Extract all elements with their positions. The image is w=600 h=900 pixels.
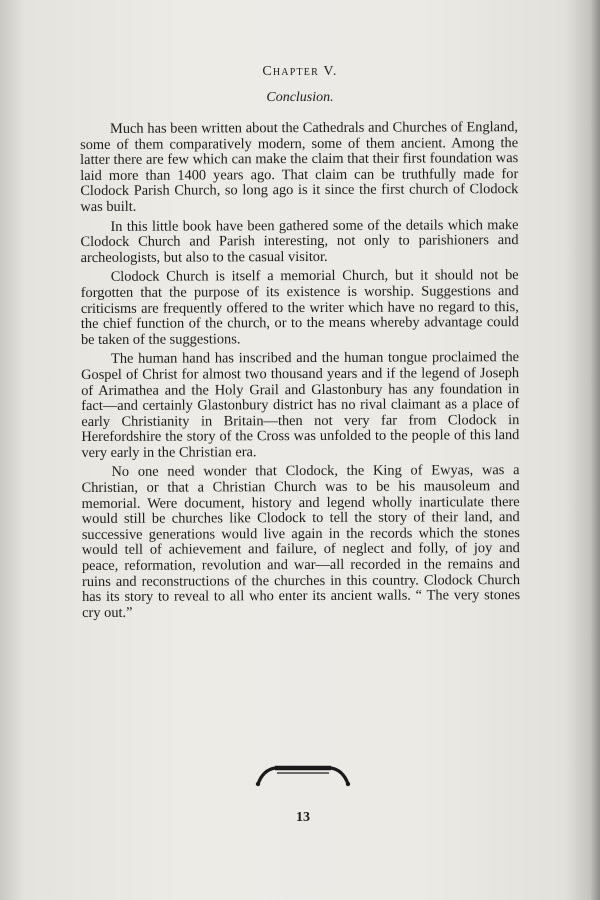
paragraph-1: Much has been written about the Cathedrals and Churches of England, some of them comparatively modern, some of them ancient. Among the latter there are few which can make the claim that their first foundation was laid more than 1400 years ago. That claim can be truthfully made for Clodock Parish Church, so long ago is it since the first church of Clodock was built. bbox=[80, 119, 519, 215]
page-number: 13 bbox=[296, 810, 310, 825]
paragraph-2: In this little book have been gathered some of the details which make Clodock Church and Parish interesting, not only to parishioners and archeologists, but also to the casual visitor. bbox=[80, 216, 519, 266]
chapter-subtitle: Conclusion. bbox=[266, 90, 334, 105]
chapter-body bbox=[80, 120, 520, 625]
paragraph-3: Clodock Church is itself a memorial Church, but it should not be forgotten that the purpose of its existence is worship. Suggestions and criticisms are frequently offered to the writer which have no regard to this, the chief function of the church, or to the means whereby advantage could be taken of the suggestions. bbox=[80, 267, 519, 348]
ornament-icon bbox=[255, 762, 351, 788]
chapter-title: Chapter V. bbox=[262, 64, 338, 79]
paragraph-5: No one need wonder that Clodock, the King of Ewyas, was a Christian, or that a Christian Church was to be his mausoleum and memorial. Were document, history and legend wholly inarticulate there would still be churches like Clodock to tell the story of their land, and successive generations would live again in the records which the stones would tell of achievement and failure, of neglect and folly, of joy and peace, reformation, revolution and war—all recorded in the remains and ruins and reconstructions of the churches in this country. Clodock Church has its story to reveal to all who enter its ancient walls. “ The very stones cry out.” bbox=[81, 462, 521, 621]
paragraph-4: The human hand has inscribed and the human tongue proclaimed the Gospel of Christ for almost two thousand years and if the legend of Joseph of Arimathea and the Holy Grail and Glastonbury has any foundation in fact—and certainly Glastonbury district has no rival claimant as a place of early Christianity in Britain—then not very far from Clodock in Herefordshire the story of the Cross was unfolded to the people of this land very early in the Christian era. bbox=[81, 349, 520, 461]
